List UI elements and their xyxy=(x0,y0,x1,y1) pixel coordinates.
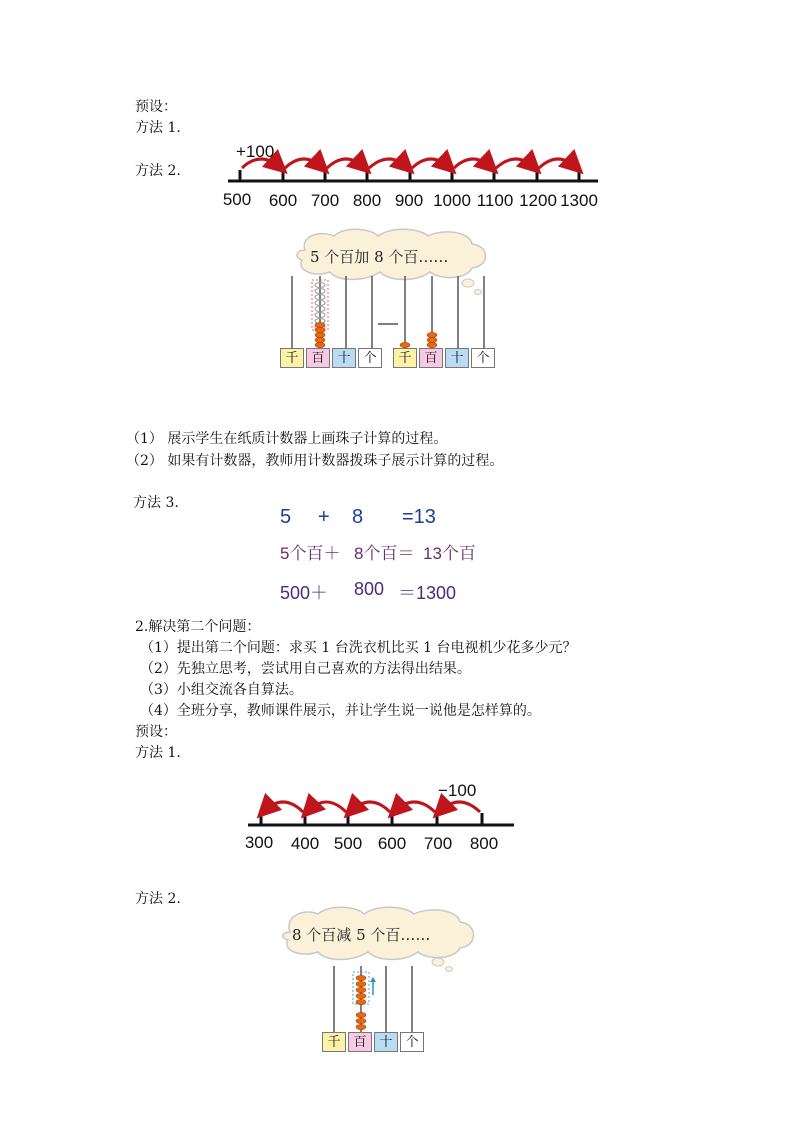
jump-label-2: −100 xyxy=(438,781,477,800)
eq-a-8: 8 xyxy=(352,506,364,528)
eq-b-part2: 8个百＝ xyxy=(354,544,415,563)
place-thousands: 千 xyxy=(393,348,417,368)
step-1: （1）提出第二个问题：求买 1 台洗衣机比买 1 台电视机少花多少元？ xyxy=(140,640,577,656)
tick-label: 1200 xyxy=(519,191,557,210)
eq-b-part3: 13个百 xyxy=(423,544,476,563)
eq-c-part1: 500＋ xyxy=(280,583,329,603)
tick-label: 600 xyxy=(268,191,298,210)
method1-label: 方法 1. xyxy=(135,120,181,136)
place-ones: 个 xyxy=(400,1032,424,1052)
tick-label: 800 xyxy=(469,834,499,853)
jump-label: +100 xyxy=(236,142,275,161)
abacus-labels-2 xyxy=(322,1032,426,1052)
step-4: （4）全班分享，教师课件展示，并让学生说一说他是怎样算的。 xyxy=(140,703,541,719)
place-thousands: 千 xyxy=(322,1032,346,1052)
method2-label-2: 方法 2. xyxy=(135,891,181,907)
tick-label: 400 xyxy=(290,834,320,853)
place-tens: 十 xyxy=(332,348,356,368)
tick-label: 300 xyxy=(244,833,274,852)
step-3: （3）小组交流各自算法。 xyxy=(140,682,303,698)
place-ones: 个 xyxy=(358,348,382,368)
eq-a-result: =13 xyxy=(402,506,436,528)
place-hundreds: 百 xyxy=(419,348,443,368)
cloud-text-2: 8 个百减 5 个百…… xyxy=(292,926,431,944)
tick-label: 500 xyxy=(333,834,363,853)
step-2: （2）先独立思考，尝试用自己喜欢的方法得出结果。 xyxy=(140,661,471,677)
eq-c-part2: 800 xyxy=(354,579,385,599)
tick-label: 700 xyxy=(423,834,453,853)
section2-title: 2.解决第二个问题： xyxy=(135,619,261,635)
tick-label: 1000 xyxy=(433,191,471,210)
place-tens: 十 xyxy=(374,1032,398,1052)
place-tens: 十 xyxy=(445,348,469,368)
note-2: （2） 如果有计数器，教师用计数器拨珠子展示计算的过程。 xyxy=(126,453,504,469)
place-hundreds: 百 xyxy=(306,348,330,368)
tick-label: 1100 xyxy=(476,191,514,210)
method2-label: 方法 2. xyxy=(135,163,181,179)
note-1: （1） 展示学生在纸质计数器上画珠子计算的过程。 xyxy=(126,431,448,447)
cloud-text: 5 个百加 8 个百…… xyxy=(310,248,449,266)
method1-label-2: 方法 1. xyxy=(135,745,181,761)
tick-label: 1300 xyxy=(560,191,598,210)
place-ones: 个 xyxy=(471,348,495,368)
eq-a-5: 5 xyxy=(280,506,292,528)
eq-a-plus: + xyxy=(318,506,330,528)
preset-label: 预设： xyxy=(135,99,177,115)
preset-label-2: 预设： xyxy=(135,724,177,740)
place-thousands: 千 xyxy=(280,348,304,368)
tick-label: 900 xyxy=(394,191,424,210)
eq-b-part1: 5个百＋ xyxy=(280,544,341,563)
tick-label: 800 xyxy=(352,191,382,210)
place-hundreds: 百 xyxy=(348,1032,372,1052)
eq-c-part3: ＝1300 xyxy=(398,583,457,603)
tick-label: 600 xyxy=(377,834,407,853)
tick-label: 500 xyxy=(222,190,252,209)
method3-label: 方法 3. xyxy=(133,495,179,511)
tick-label: 700 xyxy=(310,191,340,210)
